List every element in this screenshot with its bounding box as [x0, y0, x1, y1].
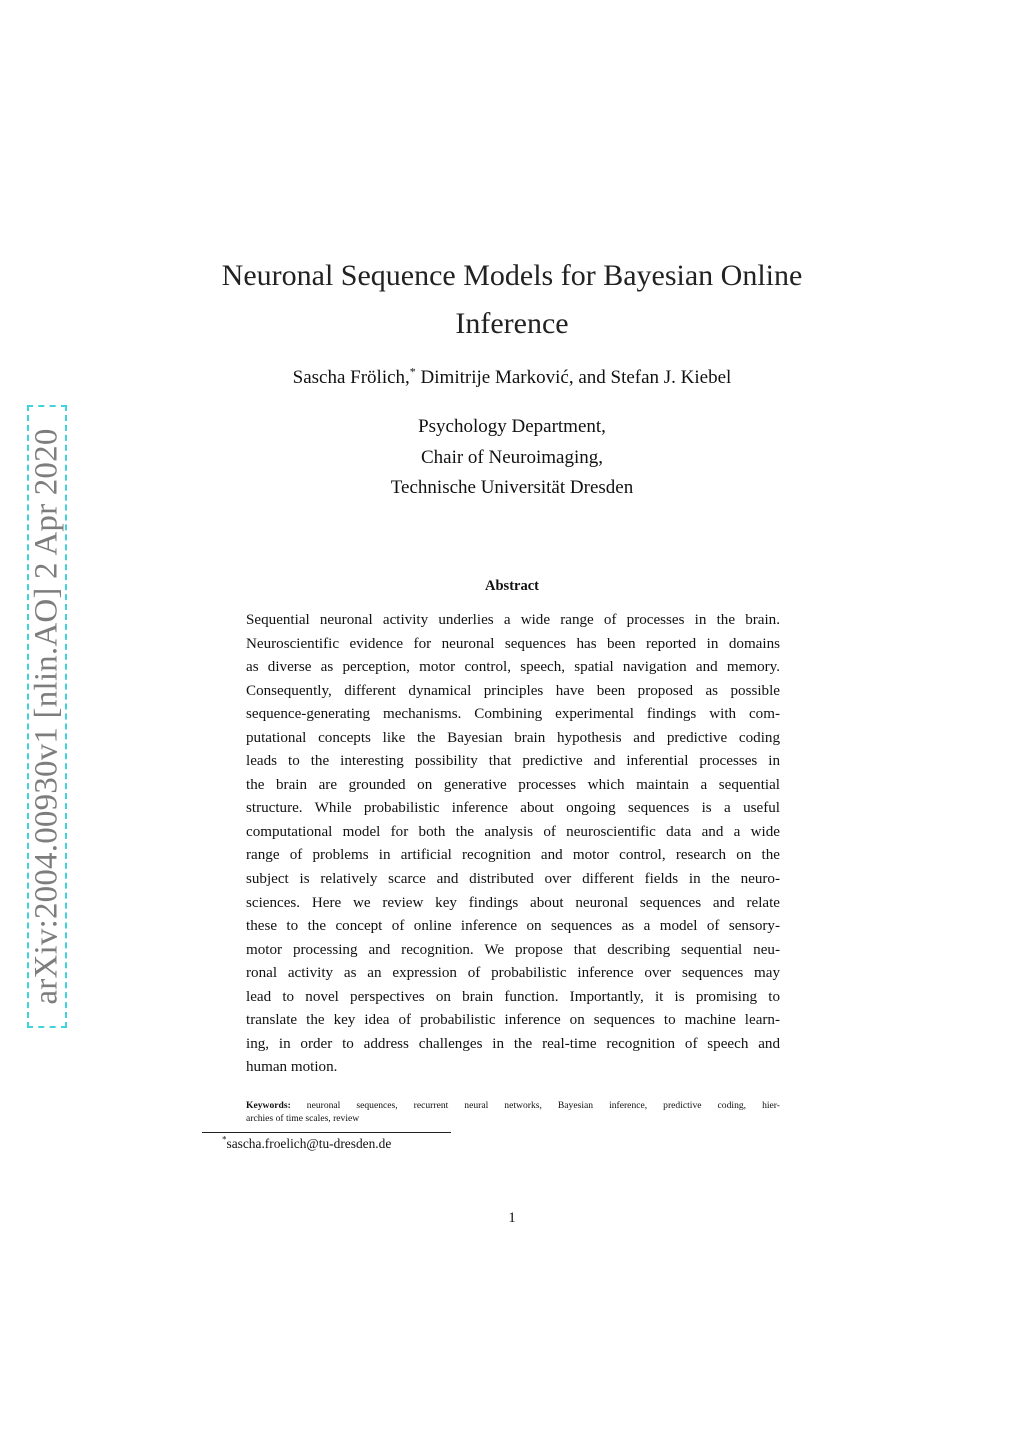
- affiliation-line-3: Technische Universität Dresden: [390, 477, 634, 498]
- abstract-line: leads to the interesting possibility that predictive and inferential processes in: [246, 753, 780, 770]
- abstract-line: ing, in order to address challenges in the real-time recognition of speech and: [246, 1035, 780, 1052]
- footnote-email[interactable]: sascha.froelich@tu-dresden.de: [226, 1136, 392, 1151]
- abstract-line: motor processing and recognition. We propose that describing sequential neu-: [246, 941, 780, 958]
- abstract-line: human motion.: [246, 1059, 338, 1076]
- abstract-line: structure. While probabilistic inference about ongoing sequences is a useful: [246, 800, 780, 817]
- abstract-line: the brain are grounded on generative processes which maintain a sequential: [246, 776, 780, 793]
- abstract-line: computational model for both the analysis of neuroscientific data and a wide: [246, 823, 780, 840]
- footnote-divider: [202, 1132, 451, 1133]
- author-rest: Dimitrije Marković, and Stefan J. Kiebel: [415, 367, 732, 388]
- affiliation-line-1: Psychology Department,: [418, 416, 606, 437]
- abstract-line: range of problems in artificial recognition and motor control, research on the: [246, 847, 780, 864]
- arxiv-identifier-text: arXiv:2004.00930v1 [nlin.AO] 2 Apr 2020: [28, 428, 65, 1005]
- keywords-line-2: archies of time scales, review: [246, 1113, 360, 1124]
- page-number: 1: [508, 1210, 516, 1226]
- abstract-body: [246, 609, 780, 1080]
- footnote-mark: *: [222, 1134, 227, 1145]
- abstract-line: Sequential neuronal activity underlies a wide range of processes in the brain.: [246, 612, 780, 628]
- abstract-heading: Abstract: [485, 578, 539, 594]
- abstract-line: sciences. Here we review key findings about neuronal sequences and relate: [246, 894, 780, 911]
- keywords-line-1: [246, 1099, 780, 1112]
- abstract-line: translate the key idea of probabilistic inference on sequences to machine learn-: [246, 1012, 780, 1029]
- abstract-line: putational concepts like the Bayesian brain hypothesis and predictive coding: [246, 729, 780, 746]
- abstract-line: ronal activity as an expression of probabilistic inference over sequences may: [246, 965, 780, 982]
- abstract-line: sequence-generating mechanisms. Combining experimental findings with com-: [246, 706, 780, 723]
- keywords-text-1: neuronal sequences, recurrent neural networks, Bayesian inference, predictive coding, hier-: [290, 1100, 780, 1111]
- abstract-line: these to the concept of online inference on sequences as a model of sensory-: [246, 918, 780, 935]
- arxiv-identifier-stamp[interactable]: [27, 405, 67, 1028]
- footnote: [222, 1135, 391, 1153]
- affiliation: [250, 412, 774, 504]
- abstract-line: Neuroscientific evidence for neuronal sequences has been reported in domains: [246, 635, 780, 652]
- author-list: [180, 366, 844, 390]
- keywords-label: Keywords:: [246, 1100, 291, 1111]
- paper-title: [180, 252, 844, 348]
- author-first: Sascha Frölich,: [292, 367, 410, 388]
- title-line-2: Inference: [455, 307, 569, 340]
- abstract-line: lead to novel perspectives on brain function. Importantly, it is promising to: [246, 988, 780, 1005]
- abstract-line: subject is relatively scarce and distributed over different fields in the neuro-: [246, 871, 780, 888]
- abstract-line: Consequently, different dynamical principles have been proposed as possible: [246, 682, 780, 699]
- author-footnote-mark[interactable]: *: [409, 364, 416, 379]
- keywords: [246, 1099, 780, 1125]
- title-line-1: Neuronal Sequence Models for Bayesian Online: [221, 259, 803, 292]
- affiliation-line-2: Chair of Neuroimaging,: [420, 446, 604, 468]
- abstract-line: as diverse as perception, motor control, speech, spatial navigation and memory.: [246, 659, 780, 676]
